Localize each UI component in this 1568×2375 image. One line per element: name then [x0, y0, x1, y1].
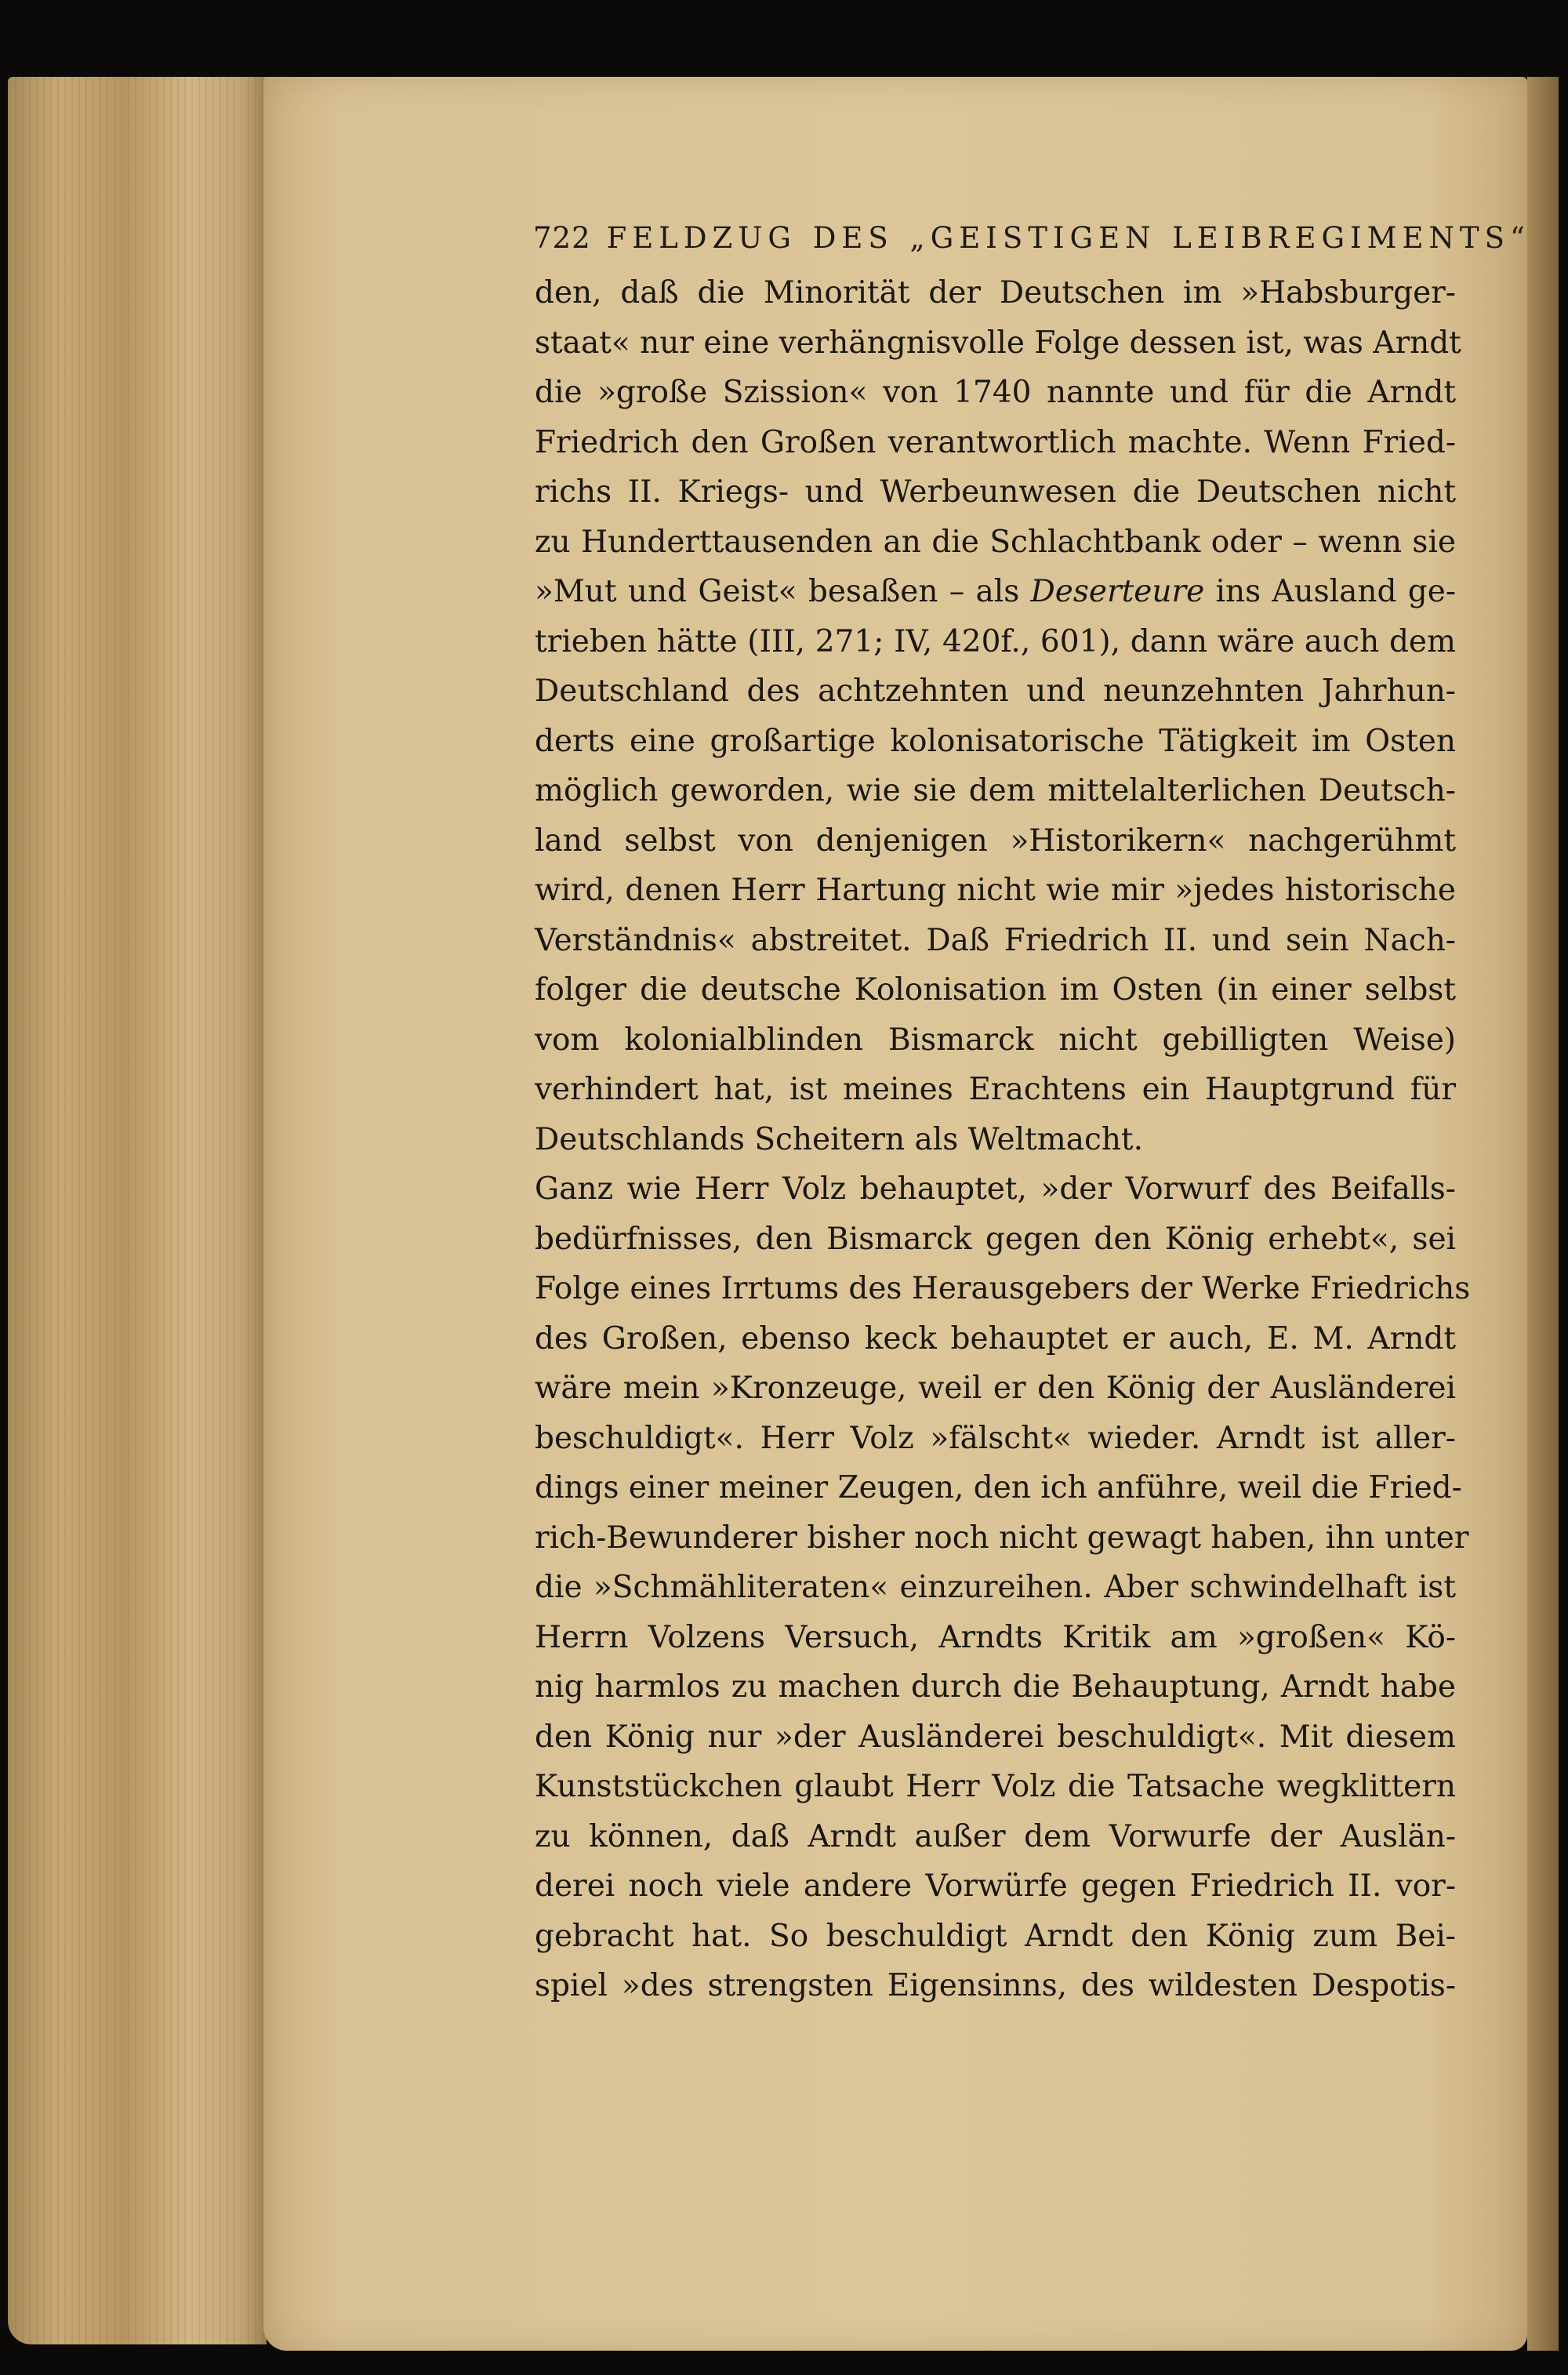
text-line: folger die deutsche Kolonisation im Osten (in einer selbst — [535, 972, 1456, 1008]
text-line: den, daß die Minorität der Deutschen im »Habsburger- — [535, 275, 1456, 310]
text-line: trieben hätte (III, 271; IV, 420f., 601), dann wäre auch dem — [535, 623, 1456, 659]
facing-page-edge — [1527, 77, 1559, 2351]
text-line: Folge eines Irrtums des Herausgebers der Werke Friedrichs — [535, 1271, 1471, 1306]
text-line: spiel »des strengsten Eigensinns, des wildesten Despotis- — [535, 1968, 1456, 2003]
text-line: des Großen, ebenso keck behauptet er auch, E. M. Arndt — [535, 1320, 1456, 1356]
text-line: Kunststückchen glaubt Herr Volz die Tatsache wegklittern — [535, 1769, 1456, 1804]
text-line: gebracht hat. So beschuldigt Arndt den König zum Bei- — [535, 1918, 1456, 1954]
running-head — [533, 221, 1530, 255]
text-line: wäre mein »Kronzeuge, weil er den König der Ausländerei — [535, 1371, 1456, 1406]
text-line: nig harmlos zu machen durch die Behauptung, Arndt habe — [535, 1669, 1456, 1705]
text-line: Friedrich den Großen verantwortlich machte. Wenn Fried- — [535, 424, 1456, 460]
text-line: die »große Szission« von 1740 nannte und für die Arndt — [535, 375, 1456, 410]
text-line: dings einer meiner Zeugen, den ich anführe, weil die Fried- — [535, 1470, 1462, 1505]
text-line: staat« nur eine verhängnisvolle Folge dessen ist, was Arndt — [535, 325, 1461, 361]
text-line: beschuldigt«. Herr Volz »fälscht« wieder. Arndt ist aller- — [535, 1420, 1456, 1456]
page-edge-texture — [8, 77, 267, 2344]
text-line: derts eine großartige kolonisatorische Tätigkeit im Osten — [535, 723, 1456, 759]
text-line: Ganz wie Herr Volz behauptet, »der Vorwurf des Beifalls- — [535, 1171, 1456, 1207]
text-line: derei noch viele andere Vorwürfe gegen Friedrich II. vor- — [535, 1868, 1456, 1904]
text-line-with-italic — [535, 567, 1456, 617]
text-line: rich-Bewunderer bisher noch nicht gewagt haben, ihn unter — [535, 1520, 1469, 1556]
text-line-tail: ins Ausland ge- — [1204, 574, 1456, 609]
text-line: zu können, daß Arndt außer dem Vorwurfe der Auslän- — [535, 1818, 1456, 1854]
paragraph-end-line: Deutschlands Scheitern als Weltmacht. — [535, 1121, 1144, 1157]
text-line: zu Hunderttausenden an die Schlachtbank oder – wenn sie — [535, 524, 1456, 560]
text-line: den König nur »der Ausländerei beschuldigt«. Mit diesem — [535, 1719, 1456, 1755]
text-line: die »Schmähliteraten« einzureihen. Aber schwindelhaft ist — [535, 1570, 1456, 1605]
text-line: vom kolonialblinden Bismarck nicht gebilligten Weise) — [535, 1022, 1456, 1058]
text-line: Deutschland des achtzehnten und neunzehnten Jahrhun- — [535, 674, 1456, 709]
text-line: möglich geworden, wie sie dem mittelalterlichen Deutsch- — [535, 773, 1456, 808]
text-line: Verständnis« abstreitet. Daß Friedrich II. und sein Nach- — [535, 922, 1456, 958]
text-line: bedürfnisses, den Bismarck gegen den König erhebt«, sei — [535, 1221, 1456, 1257]
italic-word: Deserteure — [1030, 574, 1205, 609]
running-head-title: FELDZUG DES „GEISTIGEN LEIBREGIMENTS“ — [606, 221, 1530, 255]
text-line-head: »Mut und Geist« besaßen – als — [535, 574, 1020, 609]
text-line: richs II. Kriegs- und Werbeunwesen die Deutschen nicht — [535, 474, 1456, 510]
text-line: wird, denen Herr Hartung nicht wie mir »jedes historische — [535, 873, 1456, 908]
body-text — [535, 268, 1471, 2011]
text-line: verhindert hat, ist meines Erachtens ein Hauptgrund für — [535, 1072, 1456, 1107]
text-line: land selbst von denjenigen »Historikern« nachgerühmt — [535, 823, 1456, 859]
text-line: Herrn Volzens Versuch, Arndts Kritik am »großen« Kö- — [535, 1619, 1456, 1655]
page-number: 722 — [533, 221, 591, 255]
